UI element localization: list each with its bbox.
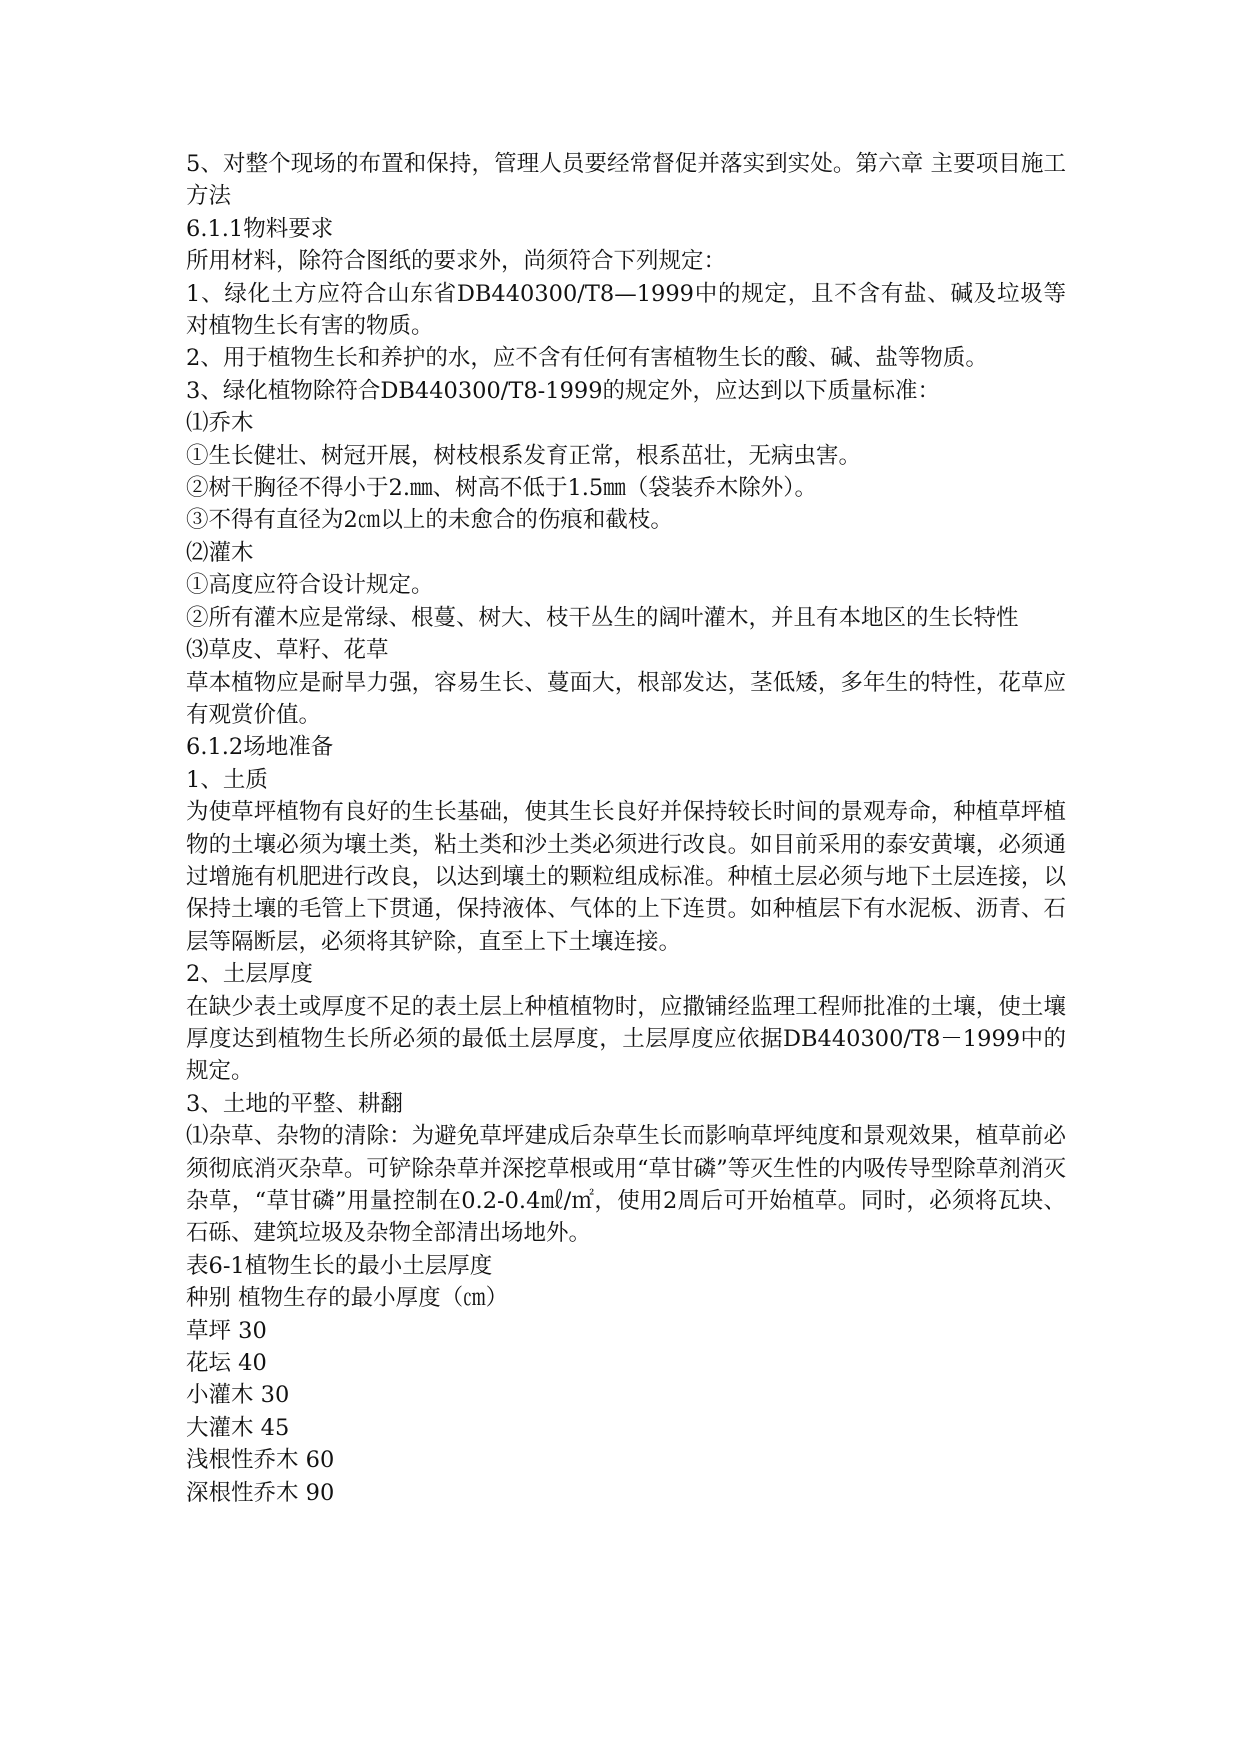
subheading-soil-quality: 1、土质 [186, 766, 268, 793]
table-row: 大灌木 45 [186, 1414, 290, 1441]
table-row: 花坛 40 [186, 1350, 267, 1377]
subheading-trees: ⑴乔木 [186, 410, 254, 437]
table-header-row: 种别 植物生存的最小厚度（㎝） [186, 1285, 509, 1312]
list-item-tree-wounds: ③不得有直径为2㎝以上的未愈合的伤痕和截枝。 [186, 507, 673, 534]
paragraph-earthwork-rule: 1、绿化土方应符合山东省DB440300/T8—1999中的规定，且不含有盐、碱及垃圾等对植物生长有害的物质。 [186, 280, 1066, 340]
list-item-shrub-height: ①高度应符合设计规定。 [186, 572, 434, 599]
heading-site-preparation: 6.1.2场地准备 [186, 734, 334, 761]
paragraph-soil-quality: 为使草坪植物有良好的生长基础，使其生长良好并保持较长时间的景观寿命，种植草坪植物的土壤必须为壤土类，粘土类和沙土类必须进行改良。如目前采用的泰安黄壤，必须通过增施有机肥进行改良，以达到壤土的颗粒组成标准。种植土层必须与地下土层连接，以保持土壤的毛管上下贯通，保持液体、气体的上下连贯。如种植层下有水泥板、沥青、石层等隔断层，必须将其铲除，直至上下土壤连接。 [186, 799, 1066, 955]
paragraph-materials-intro: 所用材料，除符合图纸的要求外，尚须符合下列规定： [186, 248, 727, 275]
table-row: 草坪 30 [186, 1317, 267, 1344]
list-item-tree-size: ②树干胸径不得小于2.㎜、树高不低于1.5㎜（袋装乔木除外）。 [186, 475, 818, 502]
paragraph-soil-thickness: 在缺少表土或厚度不足的表土层上种植植物时，应撒铺经监理工程师批准的土壤，使土壤厚度达到植物生长所必须的最低土层厚度，土层厚度应依据DB440300/T8－1999中的规定。 [186, 993, 1066, 1085]
paragraph-grass-requirements: 草本植物应是耐旱力强，容易生长、蔓面大，根部发达，茎低矮，多年生的特性，花草应有观赏价值。 [186, 669, 1066, 728]
paragraph-water-rule: 2、用于植物生长和养护的水，应不含有任何有害植物生长的酸、碱、盐等物质。 [186, 345, 988, 372]
paragraph-weed-removal: ⑴杂草、杂物的清除：为避免草坪建成后杂草生长而影响草坪纯度和景观效果，植草前必须彻底消灭杂草。可铲除杂草并深挖草根或用“草甘磷”等灭生性的内吸传导型除草剂消灭杂草，“草甘磷”用量控制在0.2-0.4㎖/㎡，使用2周后可开始植草。同时，必须将瓦块、石砾、建筑垃圾及杂物全部清出场地外。 [186, 1123, 1066, 1247]
list-item-tree-health: ①生长健壮、树冠开展，树枝根系发育正常，根系茁壮，无病虫害。 [186, 442, 862, 469]
subheading-shrubs: ⑵灌木 [186, 539, 254, 566]
table-row: 深根性乔木 90 [186, 1479, 335, 1506]
paragraph-plant-quality: 3、绿化植物除符合DB440300/T8-1999的规定外，应达到以下质量标准： [186, 377, 941, 404]
subheading-land-leveling: 3、土地的平整、耕翻 [186, 1090, 403, 1117]
table-row: 浅根性乔木 60 [186, 1447, 335, 1474]
subheading-soil-thickness: 2、土层厚度 [186, 961, 313, 988]
table-caption: 表6-1植物生长的最小土层厚度 [186, 1252, 493, 1279]
heading-material-requirements: 6.1.1物料要求 [186, 215, 334, 242]
document-page [186, 148, 1066, 1509]
paragraph-site-management: 5、对整个现场的布置和保持，管理人员要经常督促并落实到实处。第六章 主要项目施工方法 [186, 151, 1066, 210]
list-item-shrub-type: ②所有灌木应是常绿、根蔓、树大、枝干丛生的阔叶灌木，并且有本地区的生长特性 [186, 604, 1019, 631]
subheading-grass: ⑶草皮、草籽、花草 [186, 637, 389, 664]
table-row: 小灌木 30 [186, 1382, 290, 1409]
